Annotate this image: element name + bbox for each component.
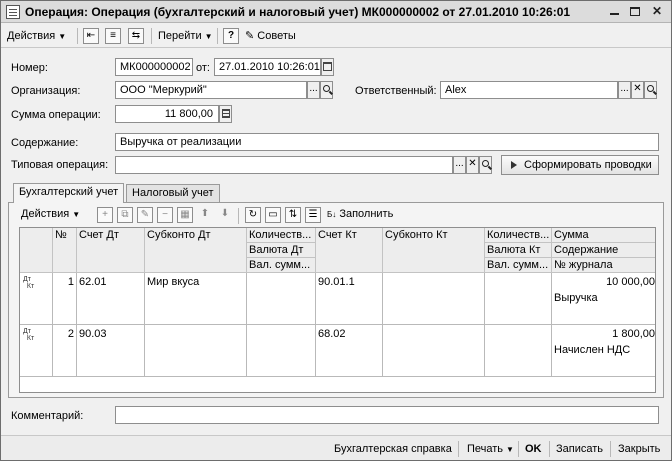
table-row[interactable] (20, 273, 656, 325)
calculator-icon (222, 109, 230, 118)
header-sum[interactable]: Сумма (552, 228, 656, 243)
toolbar-separator (238, 208, 239, 224)
toolbar-separator (77, 28, 78, 44)
kt-label: Кт (26, 283, 35, 290)
cell-sum[interactable]: 10 000,00 (606, 276, 655, 288)
header-cur-dt[interactable]: Валюта Дт (247, 243, 316, 258)
date-label: от: (196, 62, 210, 74)
number-label: Номер: (11, 62, 48, 74)
calendar-button[interactable] (321, 58, 334, 76)
typical-clear-button[interactable]: ✕ (466, 156, 479, 174)
maximize-button[interactable] (626, 4, 644, 20)
tab-panel-accounting (8, 202, 664, 398)
cell-qty-kt[interactable] (485, 273, 552, 325)
generate-entries-button[interactable] (501, 155, 659, 175)
fill-button[interactable] (327, 205, 393, 223)
row-icon-cell (20, 273, 53, 325)
post-document-icon[interactable]: ⇤ (83, 28, 99, 44)
organization-field[interactable]: ООО "Меркурий" (115, 81, 307, 99)
title-bar (1, 1, 671, 23)
typical-operation-label: Типовая операция: (11, 159, 109, 171)
chevron-down-icon: ▼ (58, 32, 67, 41)
calendar-icon (323, 62, 332, 71)
header-cur-sum-kt[interactable]: Вал. сумм... (485, 258, 552, 273)
play-icon (511, 161, 517, 169)
minimize-button[interactable] (605, 4, 623, 20)
delete-row-icon[interactable]: − (157, 207, 173, 223)
date-field[interactable]: 27.01.2010 10:26:01 (214, 58, 321, 76)
chevron-down-icon: ▼ (72, 210, 81, 219)
add-row-icon[interactable]: + (97, 207, 113, 223)
chevron-down-icon: ▼ (204, 32, 213, 41)
comment-label: Комментарий: (11, 410, 84, 422)
tips-icon: ✎ (245, 30, 255, 42)
fill-icon: Б↓ (327, 210, 337, 219)
tips-label: Советы (257, 30, 296, 42)
grid-actions-label: Действия (21, 208, 70, 220)
tab-accounting[interactable]: Бухгалтерский учет (13, 183, 124, 203)
responsible-clear-button[interactable]: ✕ (631, 81, 644, 99)
dt-label: Дт (23, 276, 31, 283)
typical-operation-field[interactable] (115, 156, 453, 174)
grid-actions-menu-button[interactable] (21, 205, 80, 223)
cell-acc-kt[interactable]: 90.01.1 (316, 273, 383, 325)
toolbar-separator (518, 441, 519, 457)
header-content[interactable]: Содержание (552, 243, 656, 258)
end-edit-icon[interactable]: ▦ (177, 207, 193, 223)
goto-menu-button[interactable] (158, 27, 213, 45)
ok-button[interactable]: OK (525, 443, 542, 455)
table-row[interactable] (20, 325, 656, 377)
cell-num[interactable]: 2 (53, 325, 77, 377)
bottom-bar (1, 435, 671, 460)
settings-list-icon[interactable]: ☰ (305, 207, 321, 223)
actions-menu-label: Действия (7, 30, 56, 42)
cell-subconto-dt[interactable]: Мир вкуса (145, 273, 247, 325)
organization-label: Организация: (11, 85, 81, 97)
search-icon (323, 85, 330, 92)
header-acc-dt[interactable]: Счет Дт (77, 228, 145, 273)
tips-button[interactable] (245, 27, 296, 45)
toolbar-separator (549, 441, 550, 457)
cell-qty-dt[interactable] (247, 273, 316, 325)
header-subconto-dt[interactable]: Субконто Дт (145, 228, 247, 273)
responsible-field[interactable]: Alex (440, 81, 618, 99)
journal-icon[interactable]: ≡ (105, 28, 121, 44)
content-label: Содержание: (11, 137, 79, 149)
copy-row-icon[interactable]: ⧉ (117, 207, 133, 223)
header-subconto-kt[interactable]: Субконто Кт (383, 228, 485, 273)
cell-subconto-kt[interactable] (383, 273, 485, 325)
filter-icon[interactable]: ▭ (265, 207, 281, 223)
maximize-icon (630, 7, 640, 16)
responsible-select-button[interactable]: ... (618, 81, 631, 99)
number-field[interactable]: МК000000002 (115, 58, 193, 76)
dt-kt-icon (23, 328, 34, 342)
header-cur-kt[interactable]: Валюта Кт (485, 243, 552, 258)
structure-icon[interactable]: ⇆ (128, 28, 144, 44)
cell-qty-dt[interactable] (247, 325, 316, 377)
sort-icon[interactable]: ⇅ (285, 207, 301, 223)
minimize-icon (610, 13, 619, 15)
cell-qty-kt[interactable] (485, 325, 552, 377)
cell-sum[interactable]: 1 800,00 (612, 328, 655, 340)
row-divider (20, 376, 656, 377)
toolbar-separator (610, 441, 611, 457)
header-journal[interactable]: № журнала (552, 258, 656, 273)
generate-entries-label: Сформировать проводки (524, 159, 652, 171)
sum-field[interactable]: 11 800,00 (115, 105, 219, 123)
main-toolbar (1, 24, 671, 48)
organization-open-button[interactable] (320, 81, 333, 99)
help-button[interactable]: ? (223, 28, 239, 44)
entries-table (19, 227, 656, 393)
goto-menu-label: Перейти (158, 30, 202, 42)
sum-label: Сумма операции: (11, 109, 101, 121)
dt-kt-icon (23, 276, 34, 290)
fill-label: Заполнить (339, 208, 394, 220)
close-button[interactable]: Закрыть (618, 443, 661, 455)
accounting-report-button[interactable]: Бухгалтерская справка (334, 443, 452, 455)
header-cell-icon (20, 228, 53, 273)
cell-content[interactable]: Выручка (554, 292, 598, 304)
toolbar-separator (217, 28, 218, 44)
move-up-icon[interactable]: ⬆ (200, 208, 210, 219)
header-acc-kt[interactable]: Счет Кт (316, 228, 383, 273)
responsible-label: Ответственный: (355, 85, 437, 97)
chevron-down-icon: ▼ (506, 445, 514, 454)
cell-acc-dt[interactable]: 90.03 (77, 325, 145, 377)
dt-label: Дт (23, 328, 31, 335)
print-label: Печать (467, 443, 504, 455)
cell-acc-kt[interactable]: 68.02 (316, 325, 383, 377)
calculator-button[interactable] (219, 105, 232, 123)
content-field[interactable]: Выручка от реализации (115, 133, 659, 151)
header-qty-dt[interactable]: Количеств... (247, 228, 316, 243)
search-icon (482, 160, 489, 167)
toolbar-separator (151, 28, 152, 44)
header-qty-kt[interactable]: Количеств... (485, 228, 552, 243)
refresh-icon[interactable]: ↻ (245, 207, 261, 223)
close-window-button[interactable]: ✕ (651, 4, 663, 18)
organization-select-button[interactable]: ... (307, 81, 320, 99)
save-button[interactable]: Записать (556, 443, 604, 455)
cell-acc-dt[interactable]: 62.01 (77, 273, 145, 325)
cell-num[interactable]: 1 (53, 273, 77, 325)
responsible-open-button[interactable] (644, 81, 657, 99)
search-icon (647, 85, 654, 92)
header-cur-sum-dt[interactable]: Вал. сумм... (247, 258, 316, 273)
edit-row-icon[interactable]: ✎ (137, 207, 153, 223)
document-icon (6, 5, 20, 19)
row-icon-cell (20, 325, 53, 377)
cell-subconto-dt[interactable] (145, 325, 247, 377)
tab-tax[interactable]: Налоговый учет (126, 184, 220, 203)
print-menu-button[interactable] (467, 440, 514, 458)
actions-menu-button[interactable] (7, 27, 66, 45)
header-num[interactable]: № (53, 228, 77, 273)
comment-field[interactable] (115, 406, 659, 424)
typical-open-button[interactable] (479, 156, 492, 174)
toolbar-separator (458, 441, 459, 457)
cell-subconto-kt[interactable] (383, 325, 485, 377)
window-title: Операция: Операция (бухгалтерский и налоговый учет) МК000000002 от 27.01.2010 10:26:01 (25, 5, 571, 19)
move-down-icon[interactable]: ⬇ (220, 208, 230, 219)
cell-content[interactable]: Начислен НДС (554, 344, 631, 356)
kt-label: Кт (26, 335, 35, 342)
typical-select-button[interactable]: ... (453, 156, 466, 174)
